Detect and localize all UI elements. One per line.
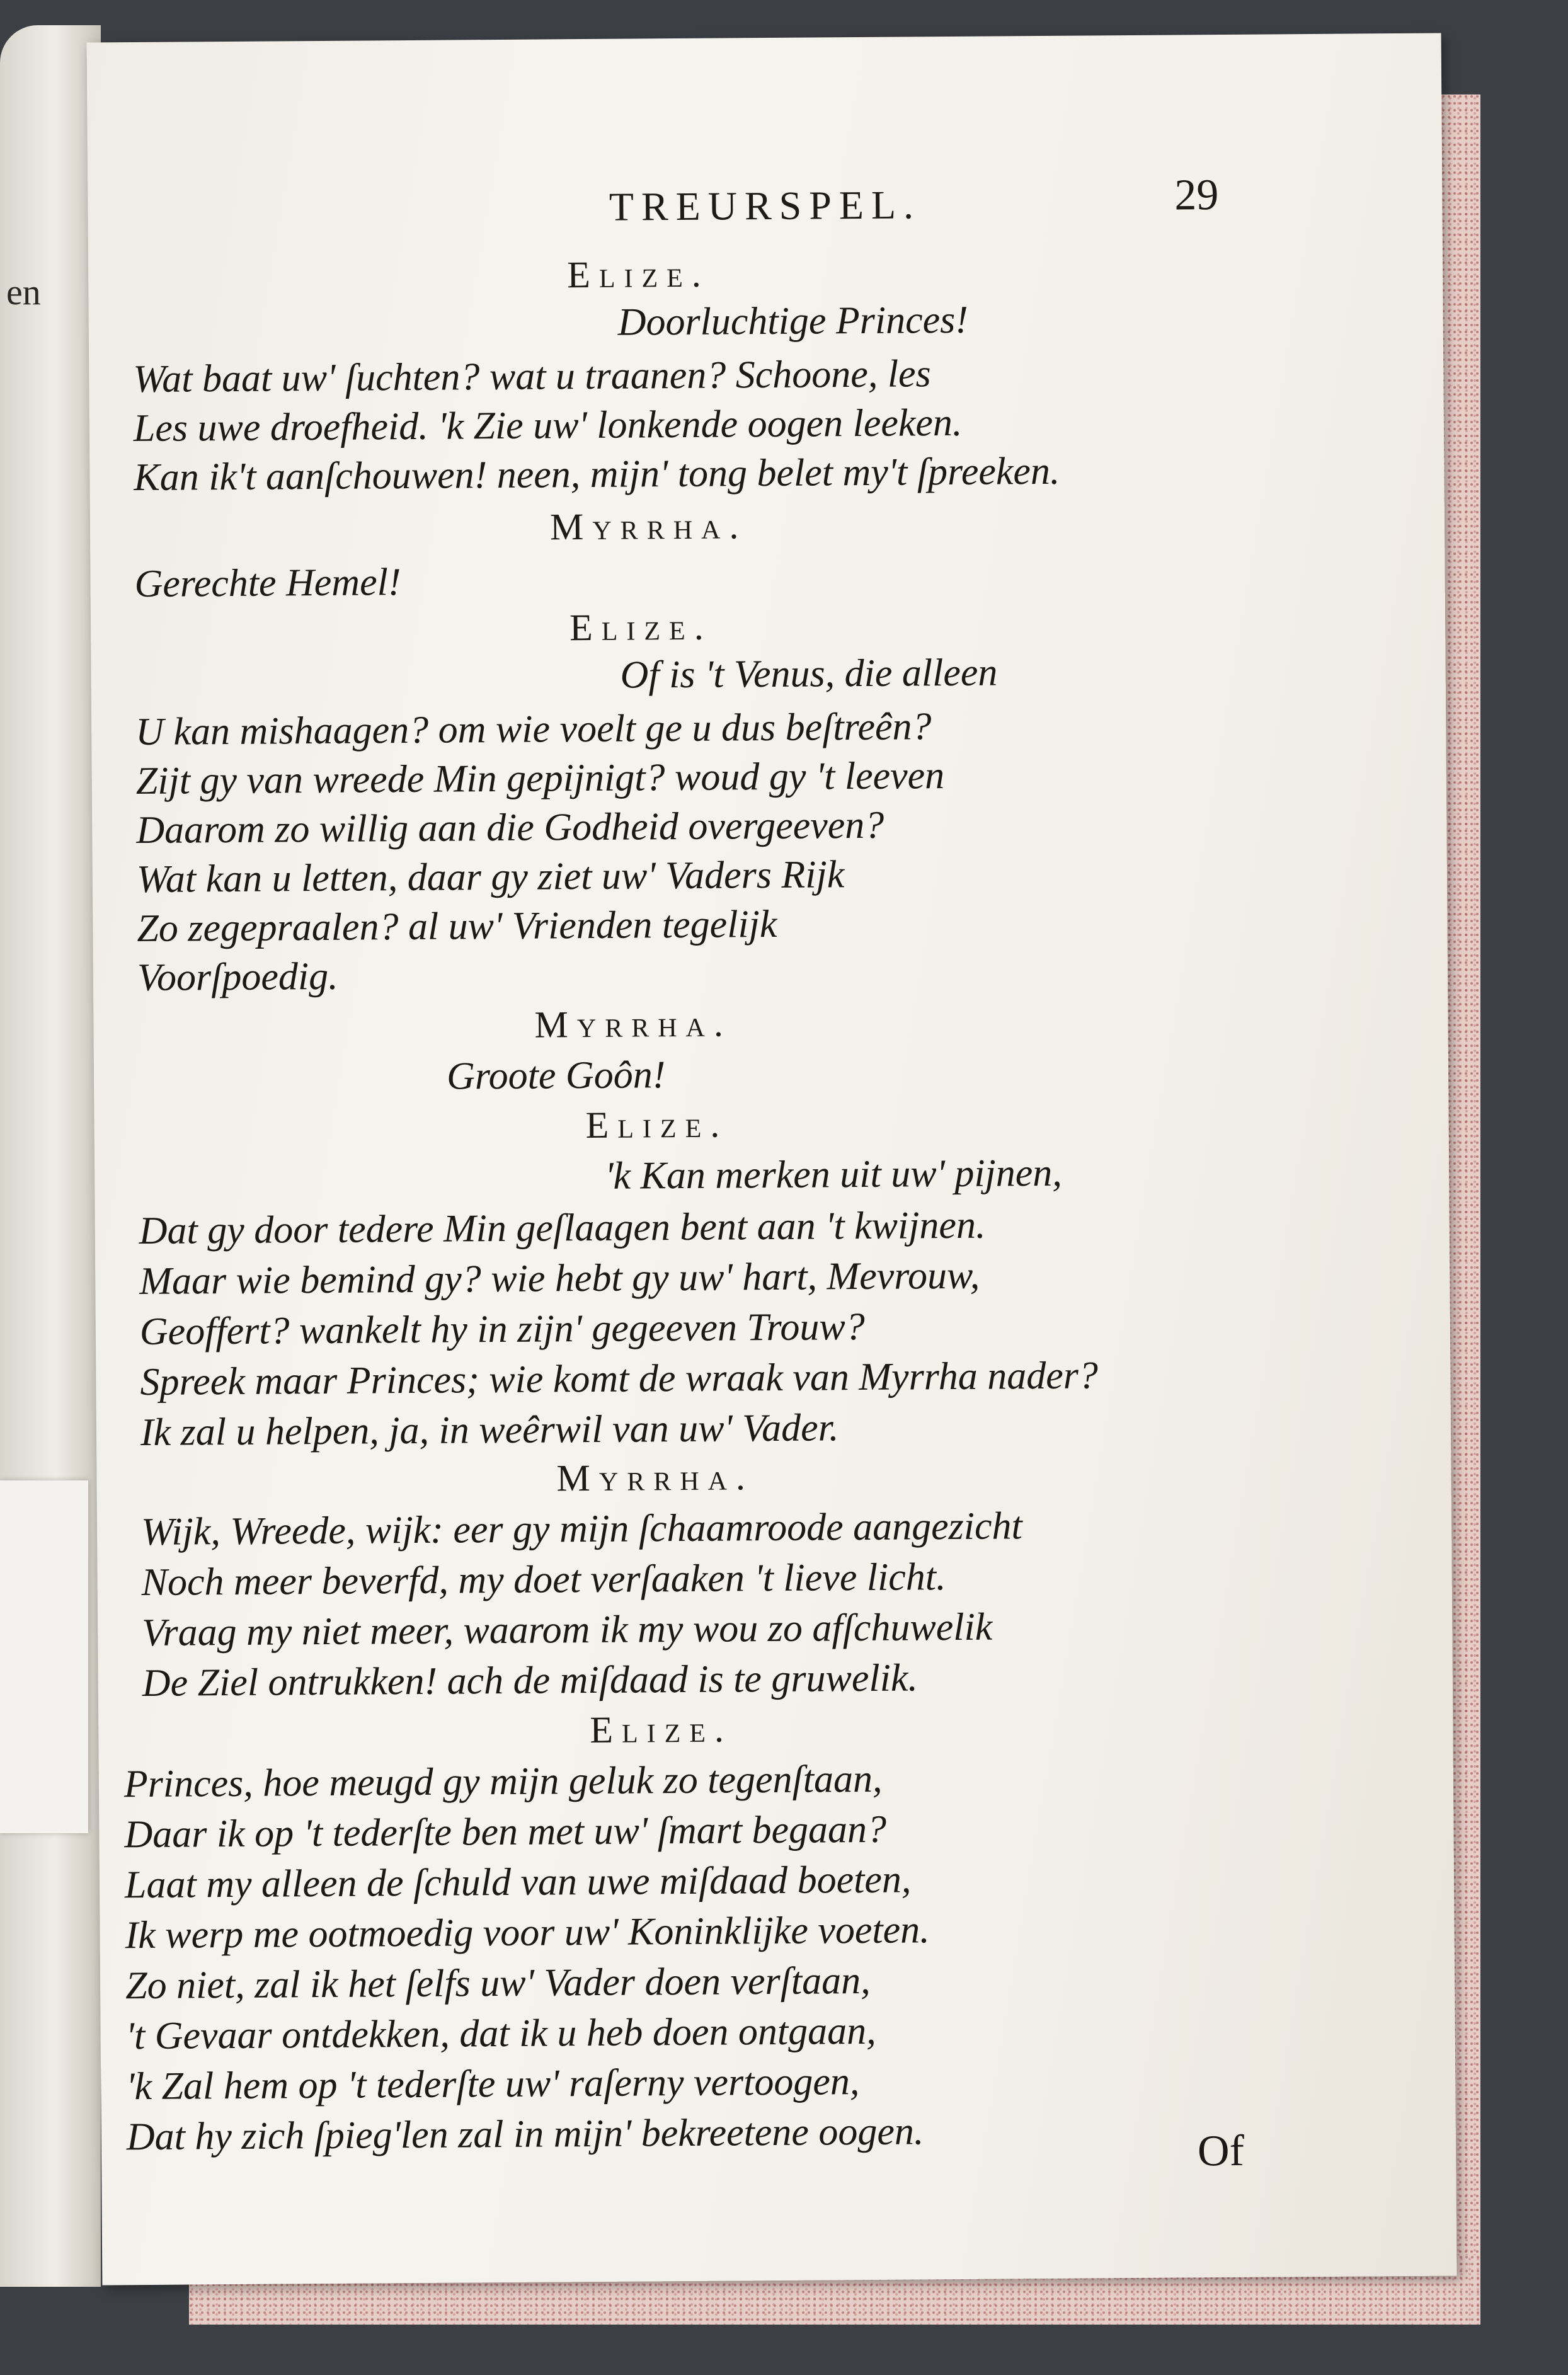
verse-line: 'k Zal hem op 't tederſte uw' raſerny vertoogen, — [126, 2060, 860, 2109]
verse-line: Ik zal u helpen, ja, in weêrwil van uw' Vader. — [140, 1406, 839, 1455]
verse-line: Voorſpoedig. — [137, 954, 338, 1000]
verse-line: U kan mishaagen? om wie voelt ge u dus beſtreên? — [135, 705, 932, 754]
verse-line: Vraag my niet meer, waarom ik my wou zo afſchuwelik — [141, 1605, 993, 1654]
verse-line: Dat hy zich ſpieg'len zal in mijn' bekreetene oogen. — [126, 2110, 924, 2159]
running-title: TREURSPEL. — [609, 182, 922, 229]
speaker-name: Myrrha. — [534, 1002, 733, 1046]
verse-line: Geoffert? wankelt hy in zijn' gegeeven Trouw? — [139, 1305, 865, 1354]
verse-line: Zijt gy van wreede Min gepijnigt? woud gy 't leeven — [135, 754, 945, 803]
verse-line: Les uwe droefheid. 'k Zie uw' lonkende oogen leeken. — [133, 401, 963, 450]
verse-line: Wat kan u letten, daar gy ziet uw' Vaders Rijk — [136, 853, 845, 901]
verse-line: Zo niet, zal ik het ſelfs uw' Vader doen verſtaan, — [125, 1959, 871, 2008]
verse-line: Gerechte Hemel! — [134, 561, 401, 606]
speaker-name: Elize. — [569, 605, 712, 649]
inserted-slip — [0, 1480, 88, 1833]
speaker-name: Elize. — [566, 253, 711, 296]
verse-line: Daar ik op 't tederſte ben met uw' ſmart begaan? — [124, 1807, 887, 1857]
verse-line: Zo zegepraalen? al uw' Vrienden tegelijk — [137, 902, 777, 951]
facing-page — [0, 25, 101, 2287]
verse-line: Dat gy door tedere Min geſlaagen bent aan 't kwijnen. — [139, 1203, 986, 1253]
verse-line: Laat my alleen de ſchuld van uwe miſdaad boeten, — [124, 1858, 912, 1907]
verse-line: Ik werp me ootmoedig voor uw' Koninklijke voeten. — [125, 1908, 930, 1957]
speaker-name: Elize. — [590, 1708, 733, 1751]
speaker-name: Myrrha. — [556, 1456, 755, 1499]
verse-line: Kan ik't aanſchouwen! neen, mijn' tong belet my't ſpreeken. — [134, 449, 1060, 500]
verse-line: Wat baat uw' ſuchten? wat u traanen? Schoone, les — [133, 352, 931, 401]
verse-line: Princes, hoe meugd gy mijn geluk zo tegenſtaan, — [123, 1757, 883, 1806]
verse-line: Wijk, Wreede, wijk: eer gy mijn ſchaamroode aangezicht — [140, 1504, 1022, 1554]
page-number: 29 — [1174, 171, 1219, 220]
verse-line: Of is 't Venus, die alleen — [620, 651, 998, 697]
verse-line: De Ziel ontrukken! ach de miſdaad is te gruwelik. — [142, 1656, 918, 1705]
speaker-name: Elize. — [585, 1103, 729, 1147]
book-page — [87, 33, 1457, 2286]
speaker-name: Myrrha. — [549, 505, 748, 548]
verse-line: Noch meer beverfd, my doet verſaaken 't lieve licht. — [141, 1555, 946, 1604]
facing-page-fragment: en — [6, 272, 41, 312]
verse-line: Spreek maar Princes; wie komt de wraak van Myrrha nader? — [140, 1354, 1099, 1404]
verse-line: Doorluchtige Princes! — [617, 298, 969, 344]
verse-line: 't Gevaar ontdekken, dat ik u heb doen ontgaan, — [125, 2009, 876, 2058]
verse-line: Groote Goôn! — [446, 1053, 666, 1098]
verse-line: Maar wie bemind gy? wie hebt gy uw' hart, Mevrouw, — [139, 1254, 980, 1303]
catchword: Of — [1197, 2126, 1245, 2176]
verse-line: Daarom zo willig aan die Godheid overgeeven? — [136, 803, 884, 852]
verse-line: 'k Kan merken uit uw' pijnen, — [604, 1151, 1063, 1198]
